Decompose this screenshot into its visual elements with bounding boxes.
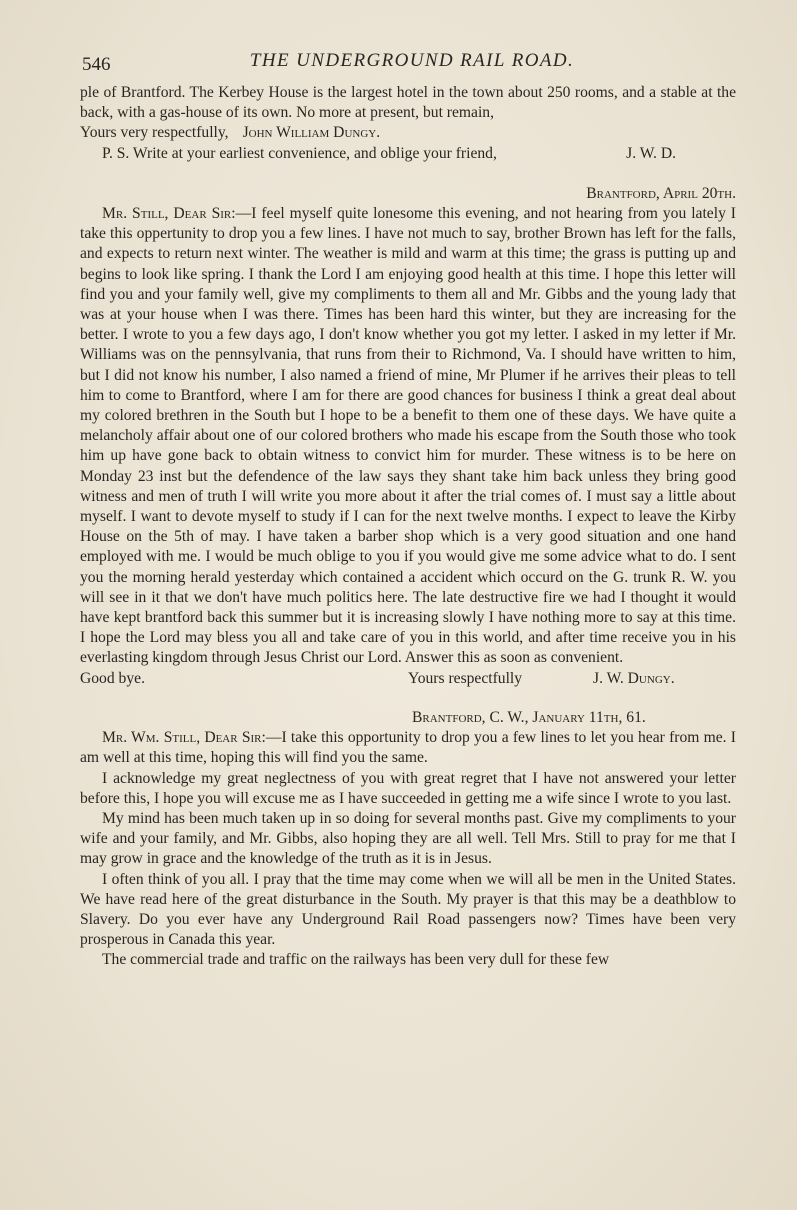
letter3-paragraph-1-text: :—I take this opportunity to drop you a few lines to let you hear from me. I am well at this time, hoping this will find you the same. (80, 729, 736, 767)
page-number: 546 (82, 54, 111, 75)
letter1-postscript: P. S. Write at your earliest convenience, and oblige your friend, (102, 144, 497, 162)
letter2-goodbye (80, 669, 408, 689)
letter1-signoff (80, 123, 736, 143)
running-title: THE UNDERGROUND RAIL ROAD. (249, 50, 575, 71)
letter2-body-paragraph (80, 204, 736, 669)
letter1-continuation: ple of Brantford. The Kerbey House is the largest hotel in the town about 250 rooms, and a stable at the back, with a gas-house of its own. No more at present, but remain, (80, 84, 736, 122)
letter3-paragraph-1 (80, 728, 736, 768)
letter3-paragraph-4: I often think of you all. I pray that the time may come when we will all be men in the United States. We have read here of the great disturbance in the South. My prayer is that this may be a deathblow to Slavery. Do you ever have any Underground Rail Road passengers now? Times have been very prosperous in Canada this year. (80, 870, 736, 949)
letter2-body: :—I feel myself quite lonesome this evening, and not hearing from you lately I take this oppertunity to drop you a few lines. I have not much to say, brother Brown has left for the falls, and expects to return next winter. The weather is mild and warm at this time; the grass is putting up and begins to look like spring. I thank the Lord I am enjoying good health at this time. I hope this letter will find you and your family well, give my compliments to them all and Mr. Gibbs and the young lady that was at your house when I was there. Times has been hard this winter, but they are increasing for the better. I wrote to you a few days ago, I don't know whether you got my letter. I asked in my letter if Mr. Williams was on the pennsylvania, that runs from their to Richmond, Va. I should have written to him, but I did not know his number, I also named a friend of mine, Mr Plumer if he arrives their pleas to tell him to come to Brantford, where I am for there are good chances for business I think a great deal about my colored brethren in the South but I hope to be a benefit to them one of these days. We have quite a melancholy affair about one of our colored brothers who made his escape from the South those who took him up have gone back to obtain witness to convict him for murder. These witness is to be here on Monday 23 inst but the defendence of the law says they shant take him back unless they bring good witness and men of truth I will write you more about it after the trial comes of. I must say a little about myself. I want to devote myself to study if I can for the next twelve months. I expect to leave the Kirby House on the 5th of may. I have taken a barber shop which is a very good situation and one hand employed with me. I would be much oblige to you if you would give me some advice what to do. I sent you the morning herald yesterday which contained a accident which occurd on the G. trunk R. W. you will see in it that we don't have much politics here. The late destructive fire we had I thought it would have kept brantford back this summer but it is increasing slowly I have nothing more to say at this time. I hope the Lord may bless you all and take care of you in this world, and after time receive you in his everlasting kingdom through Jesus Christ our Lord. Answer this as soon as convenient. (80, 205, 737, 667)
letter2-signature: J. W. Dungy. (593, 669, 675, 687)
letter2-salutation: Mr. Still, Dear Sir (102, 205, 232, 223)
letter1-ps-initials: J. W. D. (626, 144, 676, 162)
page-header (82, 48, 742, 78)
letter2-signoff (80, 669, 736, 689)
letter1-postscript-line (80, 144, 736, 164)
letter2-dateline: Brantford, April 20th. (586, 184, 736, 202)
letter3-dateline: Brantford, C. W., January 11th, 61. (412, 708, 646, 726)
letter3-salutation: Mr. Wm. Still, Dear Sir (102, 729, 262, 747)
letter2-goodbye-text: Good bye. (80, 669, 145, 687)
letter3-paragraph-3: My mind has been much taken up in so doing for several months past. Give my compliments to your wife and your family, and Mr. Gibbs, also hoping they are all well. Tell Mrs. Still to pray for me that I may grow in grace and the knowledge of the truth as it is in Jesus. (80, 809, 736, 868)
page-text (80, 83, 736, 971)
letter1-closing: Yours very respectfully, (80, 124, 229, 142)
letter2-closing: Yours respectfully (408, 669, 523, 687)
letter1-signature: John William Dungy. (242, 124, 381, 142)
letter3-paragraph-5: The commercial trade and traffic on the railways has been very dull for these few (102, 951, 610, 969)
letter3-paragraph-2: I acknowledge my great neglectness of you with great regret that I have not answered your letter before this, I hope you will excuse me as I have succeeded in getting me a wife since I wrote to you last. (80, 769, 736, 807)
